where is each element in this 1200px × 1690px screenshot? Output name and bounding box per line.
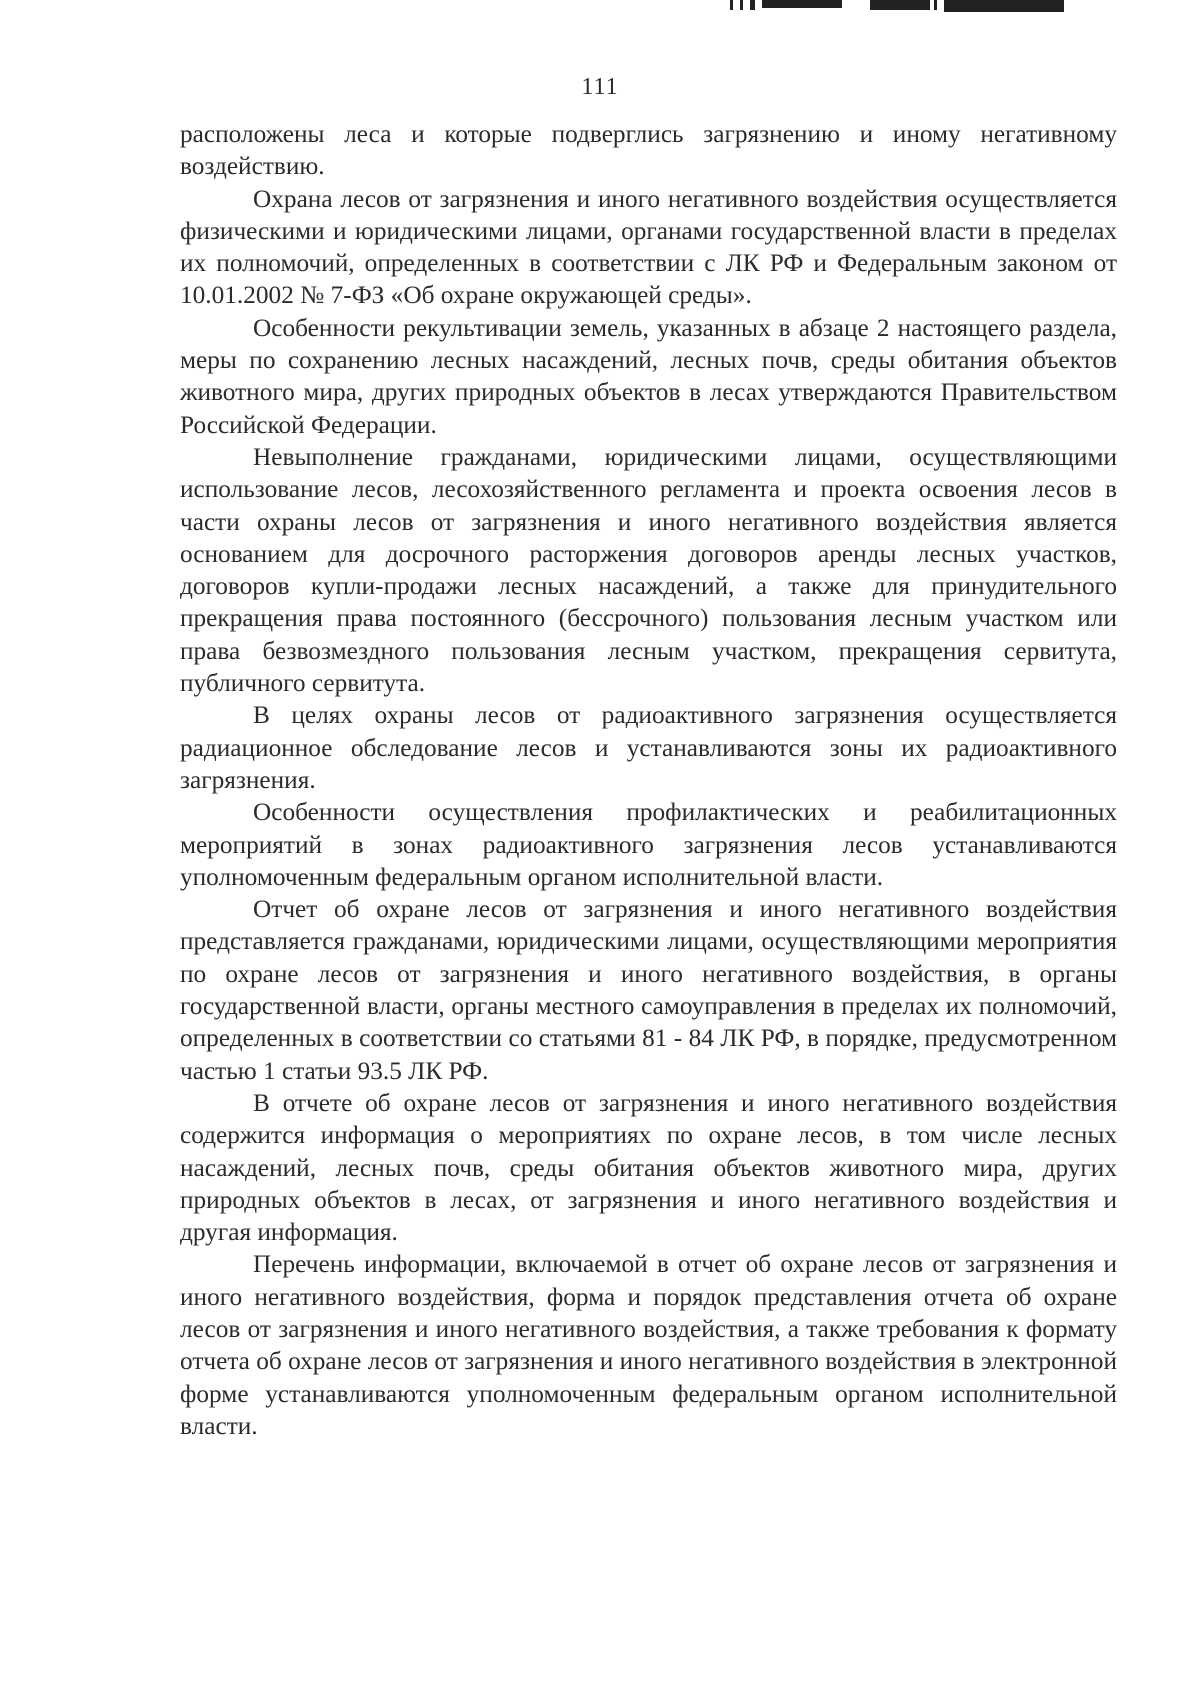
paragraph: В целях охраны лесов от радиоактивного загрязнения осуществляется радиационное обследование лесов и устанавливаются зоны их радиоактивного загрязнения. [180,701,1117,794]
paragraph: Перечень информации, включаемой в отчет об охране лесов от загрязнения и иного негативного воздействия, форма и порядок представления отчета об охране лесов от загрязнения и иного негативного воздействия, а также требования к формату отчета об охране лесов от загрязнения и иного негативного воздействия в электронной форме устанавливаются уполномоченным федеральным органом исполнительной власти. [180,1250,1117,1440]
paragraph: расположены леса и которые подверглись загрязнению и иному негативному воздействию. [180,120,1117,181]
scan-edge-marks [730,0,1130,14]
paragraph: Особенности рекультивации земель, указанных в абзаце 2 настоящего раздела, меры по сохранению лесных насаждений, лесных почв, среды обитания объектов животного мира, других природных объектов в лесах утверждаются Правительством Российской Федерации. [180,313,1117,439]
paragraph: Невыполнение гражданами, юридическими лицами, осуществляющими использование лесов, лесохозяйственного регламента и проекта освоения лесов в части охраны лесов от загрязнения и иного негативного воздействия является основанием для досрочного расторжения договоров аренды лесных участков, договоров купли-продажи лесных насаждений, а также для принудительного прекращения права постоянного (бессрочного) пользования лесным участком или права безвозмездного пользования лесным участком, прекращения сервитута, публичного сервитута. [180,442,1117,698]
paragraph: Охрана лесов от загрязнения и иного негативного воздействия осуществляется физическими и юридическими лицами, органами государственной власти в пределах их полномочий, определенных в соответствии с ЛК РФ и Федеральным законом от 10.01.2002 № 7-ФЗ «Об охране окружающей среды». [180,184,1117,310]
document-body [180,118,1117,1442]
paragraph: Особенности осуществления профилактических и реабилитационных мероприятий в зонах радиоактивного загрязнения лесов устанавливаются уполномоченным федеральным органом исполнительной власти. [180,798,1117,891]
paragraph: В отчете об охране лесов от загрязнения и иного негативного воздействия содержится информация о мероприятиях по охране лесов, в том числе лесных насаждений, лесных почв, среды обитания объектов животного мира, других природных объектов в лесах, от загрязнения и иного негативного воздействия и другая информация. [180,1088,1117,1247]
paragraph: Отчет об охране лесов от загрязнения и иного негативного воздействия представляется гражданами, юридическими лицами, осуществляющими мероприятия по охране лесов от загрязнения и иного негативного воздействия, в органы государственной власти, органы местного самоуправления в пределах их полномочий, определенных в соответствии со статьями 81 - 84 ЛК РФ, в порядке, предусмотренном частью 1 статьи 93.5 ЛК РФ. [180,895,1117,1085]
page-number: 111 [581,74,619,100]
